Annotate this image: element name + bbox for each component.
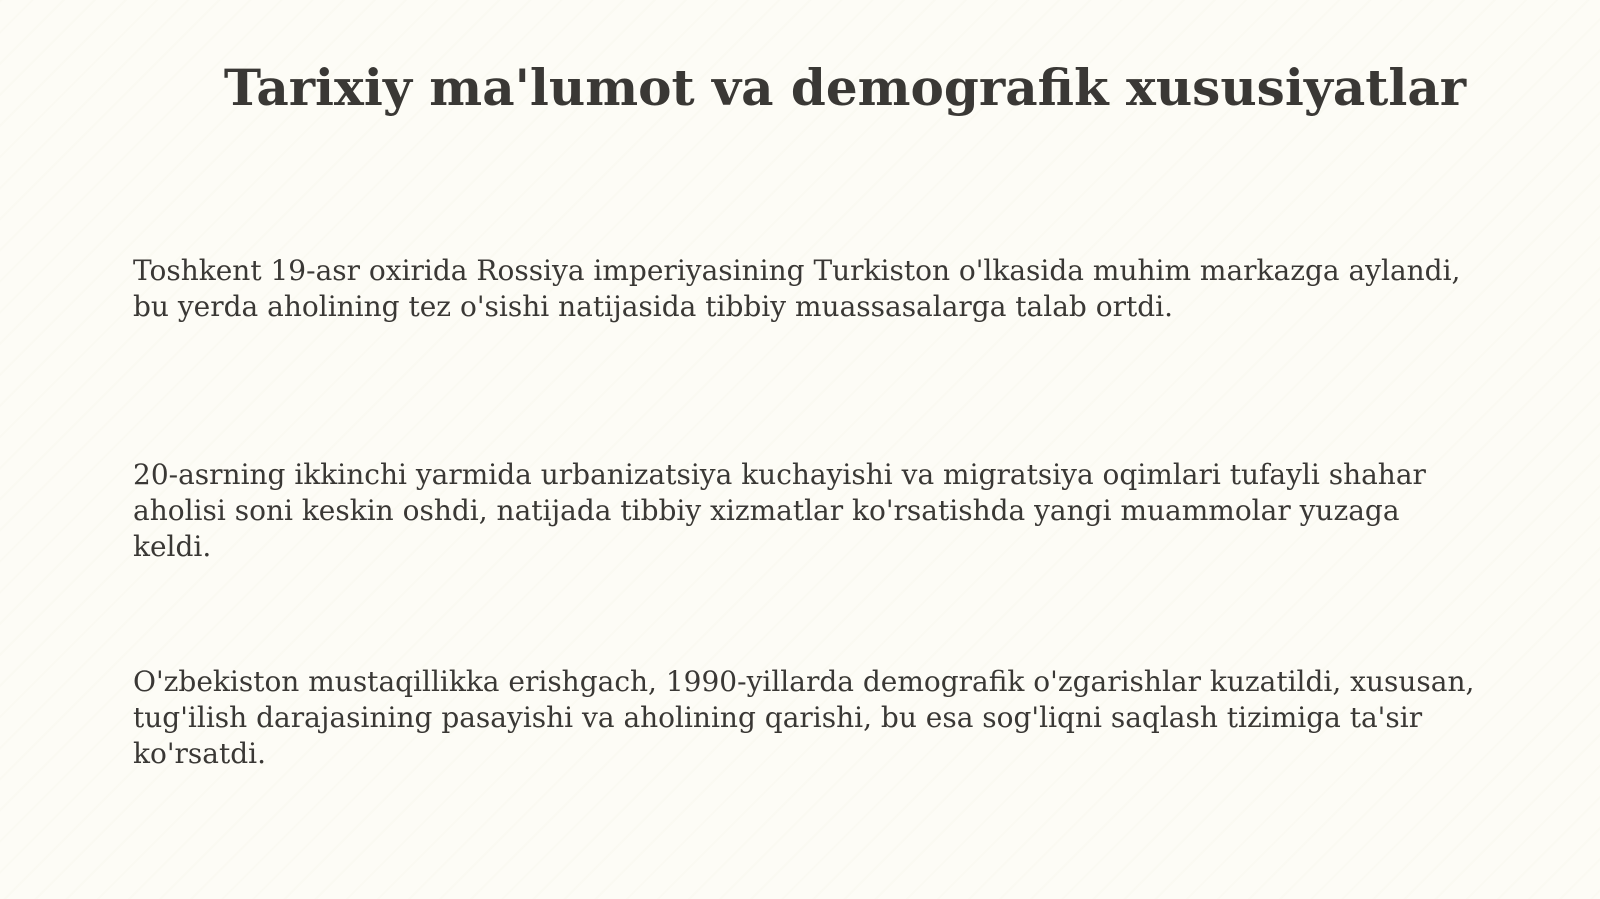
paragraph-3: O'zbekiston mustaqillikka erishgach, 1990-yillarda demografik o'zgarishlar kuzatildi, xususan, tug'ilish darajasining pasayishi va aholining qarishi, bu esa sog'liqni saqlash tizimiga ta'sir ko'rsatdi. [133,665,1475,770]
slide-title: Tarixiy ma'lumot va demografik xususiyatlar [223,58,1467,117]
paragraph-1: Toshkent 19-asr oxirida Rossiya imperiyasining Turkiston o'lkasida muhim markazga aylandi, bu yerda aholining tez o'sishi natijasida tibbiy muassasalarga talab ortdi. [133,254,1461,323]
paragraph-2: 20-asrning ikkinchi yarmida urbanizatsiya kuchayishi va migratsiya oqimlari tufayli shahar aholisi soni keskin oshdi, natijada tibbiy xizmatlar ko'rsatishda yangi muammolar yuzaga keldi. [133,458,1426,563]
